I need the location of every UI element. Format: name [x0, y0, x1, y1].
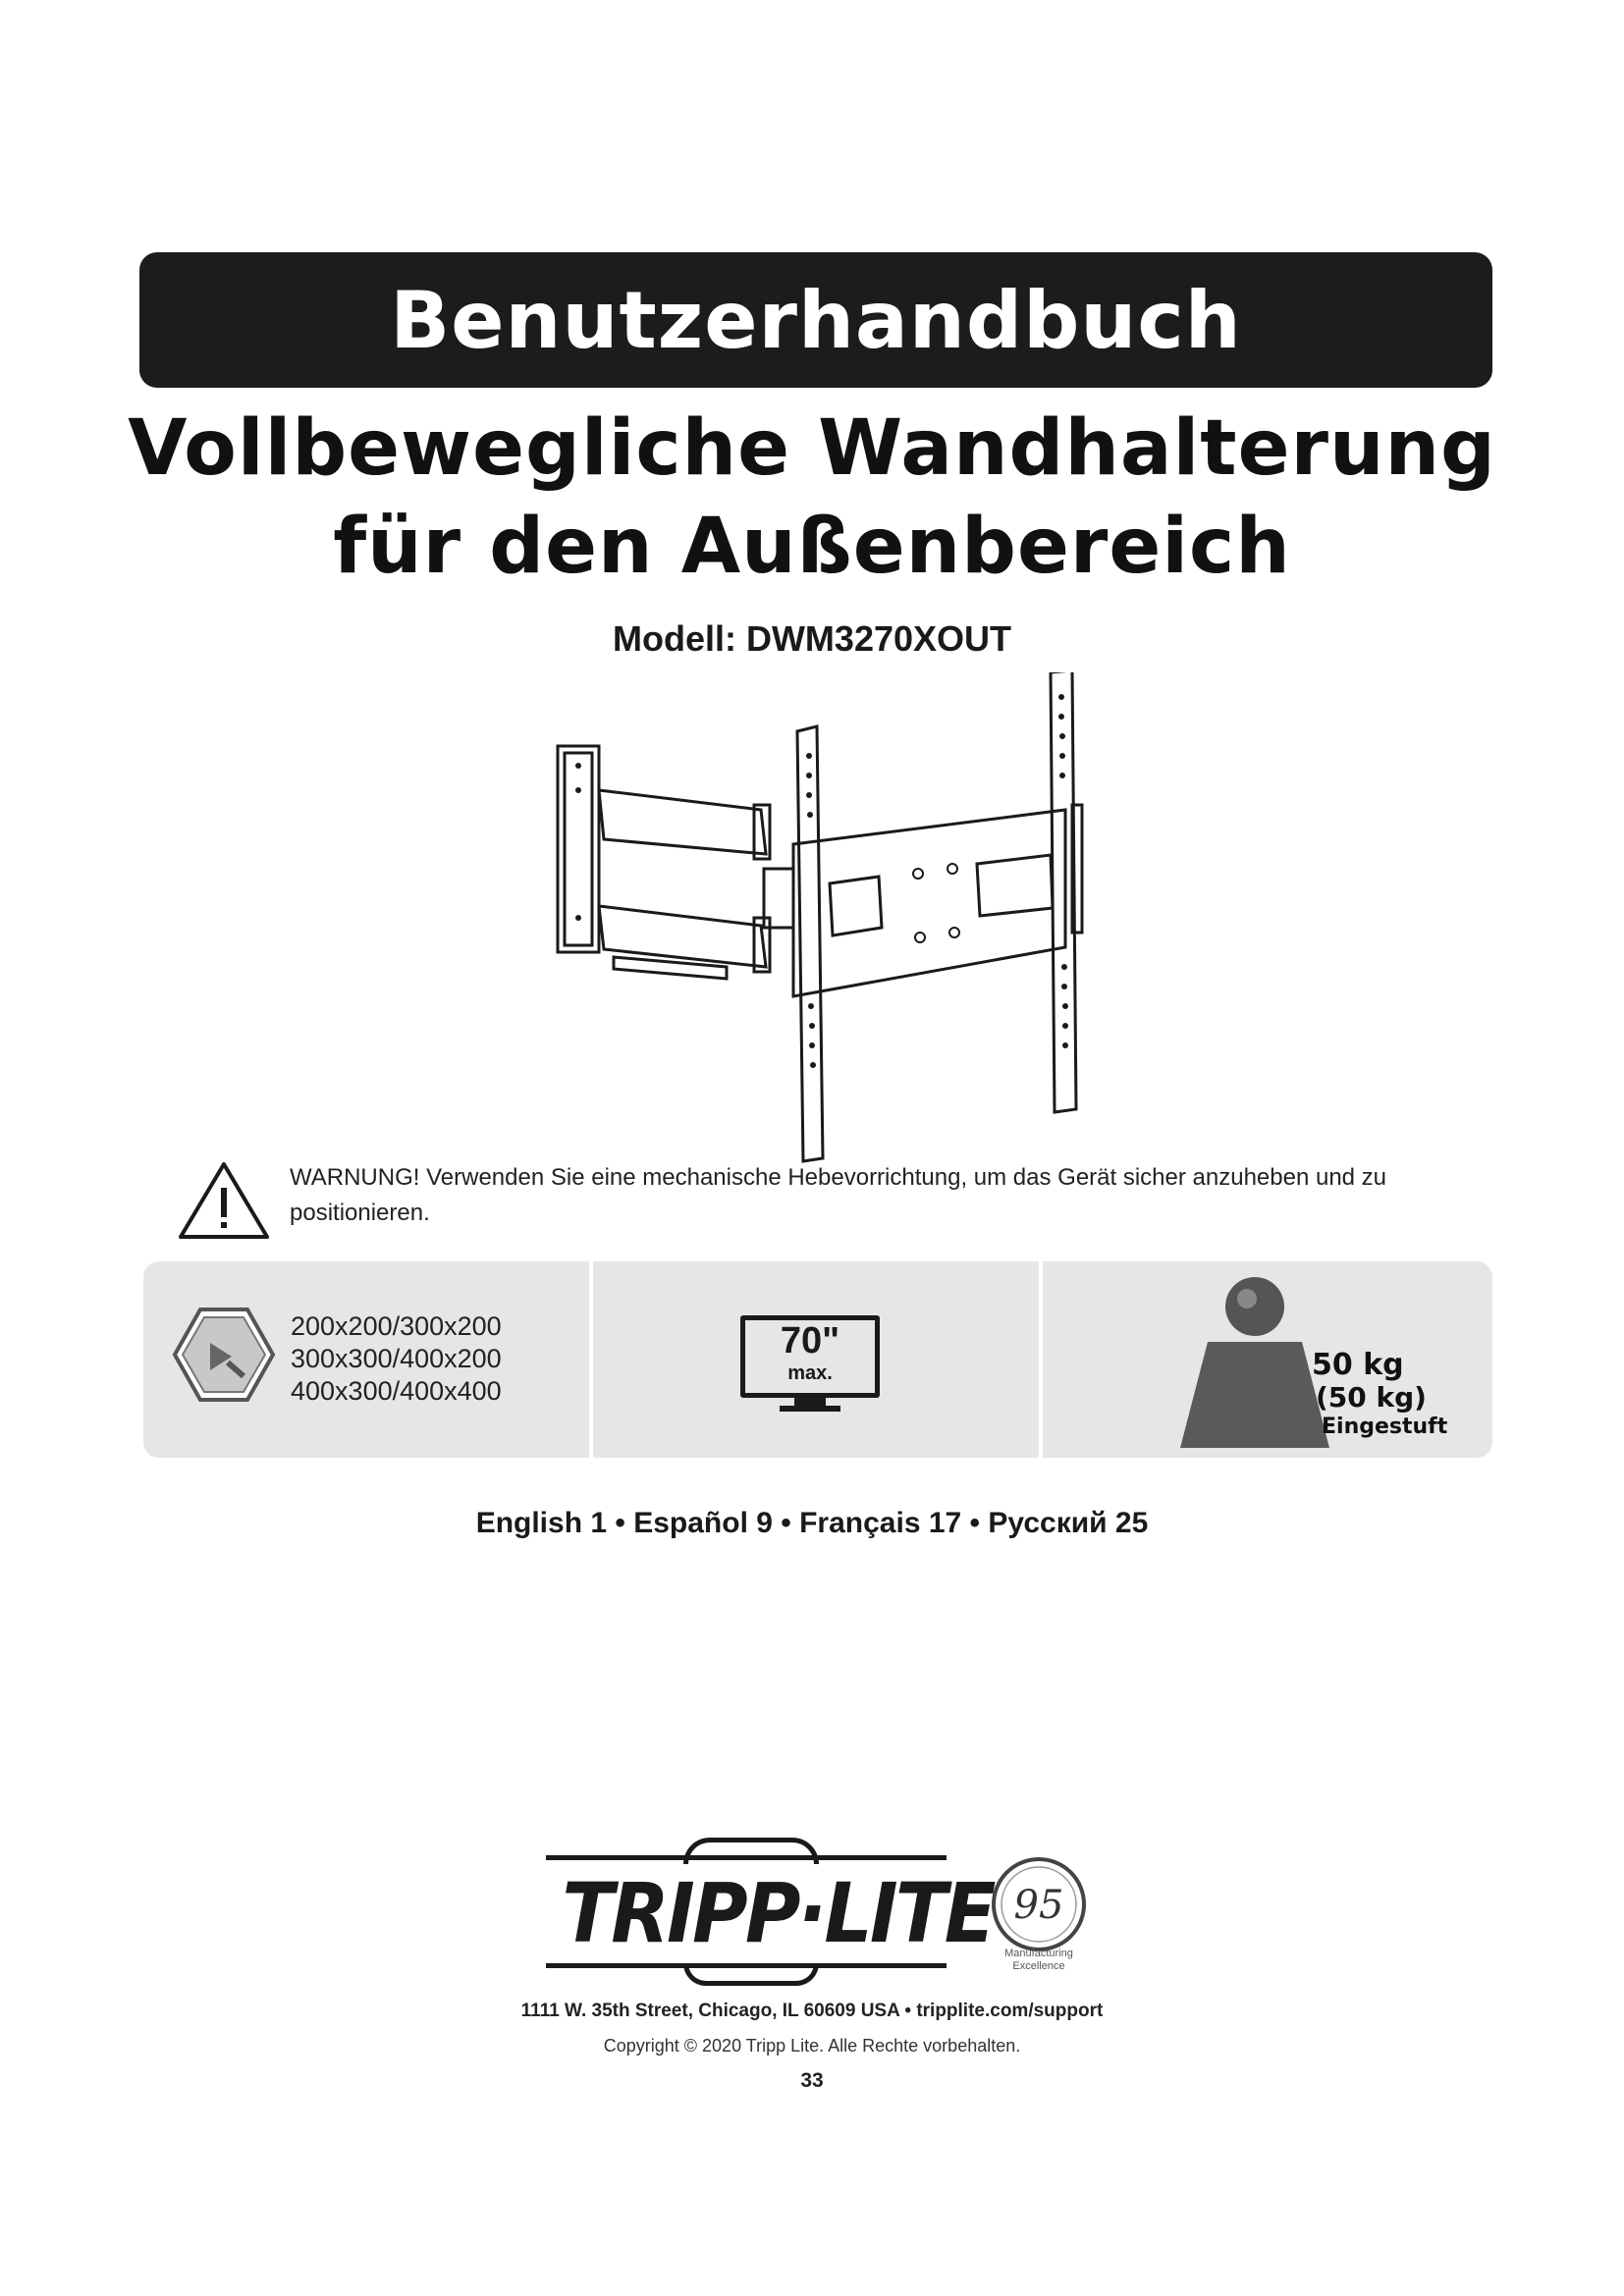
weight-capacity-secondary: (50 kg) — [1316, 1381, 1427, 1414]
weight-capacity: 50 kg — [1312, 1348, 1404, 1382]
warning-triangle-icon — [177, 1160, 271, 1241]
weight-icon — [1176, 1273, 1333, 1452]
product-name-line1: Vollbewegliche Wandhalterung — [128, 404, 1496, 493]
document-title: Benutzerhandbuch — [390, 274, 1242, 366]
tripp-lite-logo — [546, 1838, 994, 1985]
vesa-size-item: 400x300/400x400 — [291, 1376, 502, 1406]
page-number: 33 — [800, 2069, 824, 2092]
vesa-size-item: 200x200/300x200 — [291, 1311, 502, 1341]
language-index: English 1 • Español 9 • Français 17 • Русский 25 — [475, 1507, 1149, 1539]
logo-wordmark: TRIPP·LITE — [562, 1865, 994, 1961]
tv-size-max: max. — [787, 1362, 833, 1384]
seal-caption-line: Excellence — [1012, 1960, 1065, 1972]
tv-size-value: 70" — [780, 1320, 840, 1362]
model-number: Modell: DWM3270XOUT — [612, 618, 1012, 659]
specifications-panel — [143, 1261, 1492, 1458]
vesa-size-item: 300x300/400x200 — [291, 1344, 502, 1373]
seal-caption-line: Manufacturing — [1004, 1948, 1073, 1959]
product-name-line2: für den Außenbereich — [333, 503, 1291, 591]
weight-rated-label: Eingestuft — [1322, 1415, 1448, 1439]
warning-text: WARNUNG! Verwenden Sie eine mechanische Hebevorrichtung, um das Gerät sicher anzuheben und zu positionieren. — [290, 1164, 1387, 1226]
tv-size-icon — [740, 1315, 878, 1402]
copyright-notice: Copyright © 2020 Tripp Lite. Alle Rechte vorbehalten. — [603, 2036, 1021, 2056]
vesa-size-list — [291, 1310, 502, 1408]
wall-mount-illustration — [530, 672, 1119, 1163]
seal-number: 95 — [1013, 1883, 1064, 1928]
title-banner — [139, 252, 1492, 388]
panel-divider — [1039, 1261, 1043, 1458]
panel-divider — [589, 1261, 593, 1458]
company-address: 1111 W. 35th Street, Chicago, IL 60609 USA • tripplite.com/support — [520, 2001, 1104, 2021]
warning-section — [177, 1160, 1483, 1241]
vesa-compliant-icon — [171, 1306, 277, 1404]
seal-caption — [972, 1948, 1106, 1973]
anniversary-seal-icon — [990, 1855, 1088, 1953]
